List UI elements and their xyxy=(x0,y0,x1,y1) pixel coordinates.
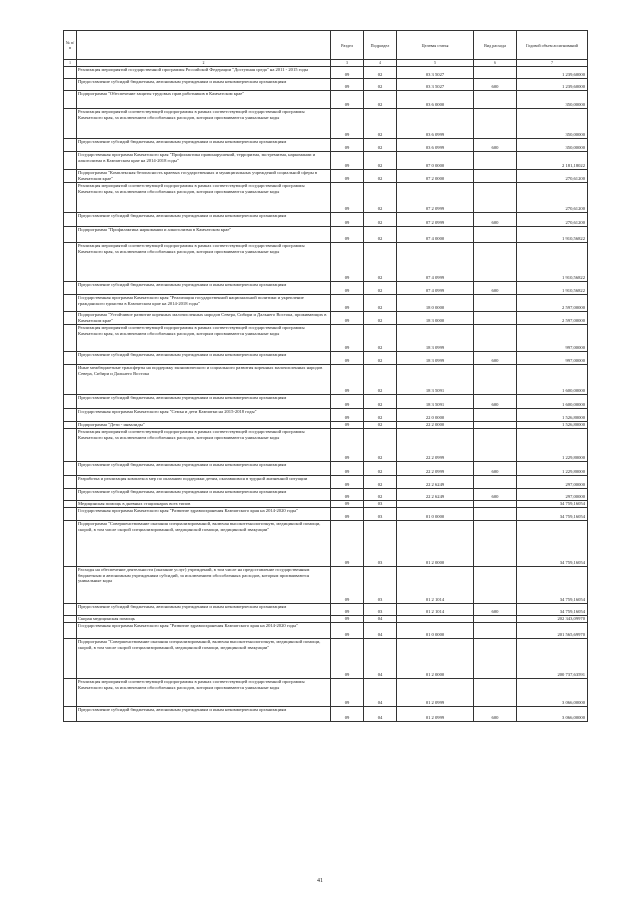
row-article-cell: 01 0 0000 xyxy=(397,508,474,521)
row-amount-cell: 350,00000 xyxy=(517,139,588,152)
row-article-cell: 22 0 0000 xyxy=(397,409,474,422)
row-amount-cell: 350,00000 xyxy=(517,109,588,139)
column-number: 2 xyxy=(77,60,331,67)
row-amount-cell: 1 229,80000 xyxy=(517,462,588,476)
row-article-cell: 01 2 1014 xyxy=(397,567,474,604)
row-name-cell: Предоставление субсидий бюджетным, автономным учреждениям и иным некоммерческим организациям xyxy=(77,462,331,476)
row-name-cell: Разработка и реализация комплекса мер по оказанию поддержки детям, оказавшимся в трудной жизненной ситуации xyxy=(77,476,331,489)
row-amount-cell: 270,61200 xyxy=(517,170,588,183)
table-row xyxy=(64,707,588,722)
row-number-cell xyxy=(64,91,77,109)
row-number-cell xyxy=(64,243,77,282)
row-section-cell: 09 xyxy=(331,139,364,152)
row-section-cell: 09 xyxy=(331,365,364,395)
row-article-cell: 01 2 0999 xyxy=(397,707,474,722)
table-row xyxy=(64,429,588,462)
row-section-cell: 09 xyxy=(331,623,364,639)
header-annual-amount: Годовой объем ассигнований xyxy=(517,31,588,60)
row-expense-type-cell xyxy=(474,183,517,213)
row-article-cell: 22 2 6249 xyxy=(397,476,474,489)
row-amount-cell: 34 759,16054 xyxy=(517,508,588,521)
row-amount-cell: 1 526,80000 xyxy=(517,409,588,422)
row-expense-type-cell xyxy=(474,422,517,429)
row-section-cell: 09 xyxy=(331,67,364,79)
row-name-cell: Предоставление субсидий бюджетным, автономным учреждениям и иным некоммерческим организациям xyxy=(77,604,331,616)
row-amount-cell: 1 600,00000 xyxy=(517,395,588,409)
row-section-cell: 09 xyxy=(331,476,364,489)
row-expense-type-cell: 600 xyxy=(474,395,517,409)
row-number-cell xyxy=(64,409,77,422)
row-subsection-cell: 04 xyxy=(364,616,397,623)
row-amount-cell: 270,61200 xyxy=(517,183,588,213)
row-section-cell: 09 xyxy=(331,79,364,91)
row-number-cell xyxy=(64,152,77,170)
row-section-cell: 09 xyxy=(331,604,364,616)
row-amount-cell: 1 910,56822 xyxy=(517,227,588,243)
row-number-cell xyxy=(64,67,77,79)
row-number-cell xyxy=(64,79,77,91)
table-header-row xyxy=(64,31,588,60)
row-subsection-cell: 02 xyxy=(364,295,397,312)
row-name-cell: Предоставление субсидий бюджетным, автономным учреждениям и иным некоммерческим организациям xyxy=(77,395,331,409)
row-number-cell xyxy=(64,508,77,521)
row-amount-cell: 3 066,00000 xyxy=(517,707,588,722)
row-expense-type-cell xyxy=(474,679,517,707)
row-subsection-cell: 03 xyxy=(364,567,397,604)
row-section-cell: 09 xyxy=(331,409,364,422)
row-article-cell: 22 2 0999 xyxy=(397,429,474,462)
row-number-cell xyxy=(64,476,77,489)
row-subsection-cell: 02 xyxy=(364,409,397,422)
row-article-cell: 01 2 0000 xyxy=(397,521,474,567)
row-number-cell xyxy=(64,501,77,508)
row-name-cell: Предоставление субсидий бюджетным, автономным учреждениям и иным некоммерческим организациям xyxy=(77,489,331,501)
table-row xyxy=(64,567,588,604)
row-subsection-cell: 03 xyxy=(364,508,397,521)
row-expense-type-cell xyxy=(474,501,517,508)
row-name-cell: Реализация мероприятий соответствующей подпрограммы в рамках соответствующей государственной программы Камчатского края, за исключением обособленных расходов, которым присваиваются уникальные коды xyxy=(77,243,331,282)
row-name-cell: Государственная программа Камчатского края "Реализация государственной национальной политики и укрепление гражданского единства в Камчатском крае на 2014-2018 годы" xyxy=(77,295,331,312)
row-section-cell: 09 xyxy=(331,312,364,325)
row-number-cell xyxy=(64,109,77,139)
budget-table xyxy=(63,30,588,722)
row-article-cell: 07 2 0999 xyxy=(397,183,474,213)
row-section-cell: 09 xyxy=(331,295,364,312)
row-number-cell xyxy=(64,604,77,616)
row-amount-cell: 34 759,16054 xyxy=(517,567,588,604)
table-body xyxy=(64,67,588,722)
row-article-cell: 22 2 0999 xyxy=(397,462,474,476)
row-subsection-cell: 02 xyxy=(364,139,397,152)
row-number-cell xyxy=(64,352,77,365)
row-subsection-cell: 02 xyxy=(364,67,397,79)
row-article-cell: 07 4 0000 xyxy=(397,227,474,243)
row-number-cell xyxy=(64,462,77,476)
row-expense-type-cell: 600 xyxy=(474,489,517,501)
row-number-cell xyxy=(64,623,77,639)
row-section-cell: 09 xyxy=(331,227,364,243)
row-article-cell: 01 2 1014 xyxy=(397,604,474,616)
row-expense-type-cell xyxy=(474,325,517,352)
row-subsection-cell: 03 xyxy=(364,501,397,508)
row-section-cell: 09 xyxy=(331,91,364,109)
row-article-cell: 18 3 0000 xyxy=(397,312,474,325)
row-article-cell: 22 2 0000 xyxy=(397,422,474,429)
table-row xyxy=(64,616,588,623)
row-section-cell: 09 xyxy=(331,501,364,508)
row-expense-type-cell xyxy=(474,109,517,139)
row-subsection-cell: 04 xyxy=(364,707,397,722)
table-row xyxy=(64,67,588,79)
row-name-cell: Подпрограмма "Совершенствование оказания специализированной, включая высокотехнологичную, медицинской помощи, скорой, в том числе скорой специализированной, медицинской помощи, медицинской эвакуации" xyxy=(77,639,331,679)
row-article-cell: 22 2 6249 xyxy=(397,489,474,501)
row-amount-cell: 1 910,56822 xyxy=(517,282,588,295)
row-subsection-cell: 02 xyxy=(364,476,397,489)
row-article-cell: 01 0 0000 xyxy=(397,623,474,639)
row-name-cell: Реализация мероприятий соответствующей подпрограммы в рамках соответствующей государственной программы Камчатского края, за исключением обособленных расходов, которым присваиваются уникальные коды xyxy=(77,109,331,139)
row-section-cell: 09 xyxy=(331,679,364,707)
table-row xyxy=(64,623,588,639)
column-number: 4 xyxy=(364,60,397,67)
column-number: 5 xyxy=(397,60,474,67)
row-article-cell: 01 2 0000 xyxy=(397,639,474,679)
row-section-cell: 09 xyxy=(331,429,364,462)
row-name-cell: Иные межбюджетные трансферты на поддержку экономического и социального развития коренных малочисленных народов Севера, Сибири и Дальнего Востока xyxy=(77,365,331,395)
row-subsection-cell: 02 xyxy=(364,395,397,409)
table-row xyxy=(64,109,588,139)
row-article-cell: 03 3 5027 xyxy=(397,67,474,79)
row-subsection-cell: 02 xyxy=(364,489,397,501)
row-article-cell: 18 3 0999 xyxy=(397,352,474,365)
row-amount-cell: 2 597,00000 xyxy=(517,312,588,325)
column-number: 3 xyxy=(331,60,364,67)
row-article-cell: 01 2 0999 xyxy=(397,679,474,707)
row-subsection-cell: 02 xyxy=(364,213,397,227)
row-expense-type-cell: 600 xyxy=(474,139,517,152)
table-row xyxy=(64,409,588,422)
row-amount-cell: 2 597,00000 xyxy=(517,295,588,312)
row-section-cell: 09 xyxy=(331,462,364,476)
row-expense-type-cell xyxy=(474,639,517,679)
table-row xyxy=(64,604,588,616)
header-target-article: Целевая статья xyxy=(397,31,474,60)
row-number-cell xyxy=(64,395,77,409)
row-amount-cell: 1 229,80000 xyxy=(517,429,588,462)
row-amount-cell: 297,00000 xyxy=(517,476,588,489)
row-expense-type-cell xyxy=(474,508,517,521)
table-row xyxy=(64,243,588,282)
row-expense-type-cell: 600 xyxy=(474,282,517,295)
row-amount-cell: 2 181,18022 xyxy=(517,152,588,170)
row-amount-cell: 997,00000 xyxy=(517,352,588,365)
table-row xyxy=(64,679,588,707)
header-subsection: Подраздел xyxy=(364,31,397,60)
table-row xyxy=(64,227,588,243)
row-article-cell: 03 3 5027 xyxy=(397,79,474,91)
column-number: 6 xyxy=(474,60,517,67)
row-number-cell xyxy=(64,295,77,312)
row-number-cell xyxy=(64,679,77,707)
row-subsection-cell: 02 xyxy=(364,352,397,365)
row-number-cell xyxy=(64,707,77,722)
table-row xyxy=(64,501,588,508)
row-name-cell: Реализация мероприятий соответствующей подпрограммы в рамках соответствующей государственной программы Камчатского края, за исключением обособленных расходов, которым присваиваются уникальные коды xyxy=(77,429,331,462)
row-section-cell: 09 xyxy=(331,395,364,409)
row-article-cell: 07 2 0999 xyxy=(397,213,474,227)
table-row xyxy=(64,312,588,325)
row-section-cell: 09 xyxy=(331,422,364,429)
row-subsection-cell: 02 xyxy=(364,79,397,91)
row-article-cell xyxy=(397,501,474,508)
row-name-cell: Государственная программа Камчатского края "Развитие здравоохранения Камчатского края на 2014-2020 годы" xyxy=(77,508,331,521)
row-expense-type-cell xyxy=(474,409,517,422)
row-number-cell xyxy=(64,616,77,623)
budget-table-sheet xyxy=(63,30,587,722)
row-number-cell xyxy=(64,429,77,462)
row-amount-cell: 1 910,56822 xyxy=(517,243,588,282)
row-expense-type-cell: 600 xyxy=(474,79,517,91)
row-subsection-cell: 03 xyxy=(364,604,397,616)
row-number-cell xyxy=(64,422,77,429)
row-number-cell xyxy=(64,365,77,395)
row-name-cell: Предоставление субсидий бюджетным, автономным учреждениям и иным некоммерческим организациям xyxy=(77,213,331,227)
row-number-cell xyxy=(64,183,77,213)
row-expense-type-cell: 600 xyxy=(474,352,517,365)
row-subsection-cell: 02 xyxy=(364,462,397,476)
row-amount-cell: 270,61200 xyxy=(517,213,588,227)
row-number-cell xyxy=(64,213,77,227)
row-article-cell: 03 6 0000 xyxy=(397,91,474,109)
row-name-cell: Государственная программа Камчатского края "Развитие здравоохранения Камчатского края на 2014-2020 годы" xyxy=(77,623,331,639)
row-expense-type-cell: 600 xyxy=(474,707,517,722)
column-number-row xyxy=(64,60,588,67)
row-number-cell xyxy=(64,325,77,352)
row-number-cell xyxy=(64,639,77,679)
table-row xyxy=(64,295,588,312)
row-amount-cell: 350,00000 xyxy=(517,91,588,109)
row-article-cell xyxy=(397,616,474,623)
header-expense-type: Вид расхода xyxy=(474,31,517,60)
row-name-cell: Реализация мероприятий соответствующей подпрограммы в рамках соответствующей государственной программы Камчатского края, за исключением обособленных расходов, которым присваиваются уникальные коды xyxy=(77,325,331,352)
row-subsection-cell: 04 xyxy=(364,639,397,679)
row-name-cell: Государственная программа Камчатского края "Семья и дети Камчатки на 2015-2018 годы" xyxy=(77,409,331,422)
row-number-cell xyxy=(64,227,77,243)
row-subsection-cell: 02 xyxy=(364,312,397,325)
row-article-cell: 18 0 0000 xyxy=(397,295,474,312)
row-subsection-cell: 04 xyxy=(364,623,397,639)
row-amount-cell: 34 759,16054 xyxy=(517,501,588,508)
row-number-cell xyxy=(64,567,77,604)
row-section-cell: 09 xyxy=(331,282,364,295)
row-expense-type-cell xyxy=(474,227,517,243)
row-subsection-cell: 04 xyxy=(364,679,397,707)
row-subsection-cell: 02 xyxy=(364,325,397,352)
table-row xyxy=(64,183,588,213)
row-amount-cell: 997,00000 xyxy=(517,325,588,352)
row-subsection-cell: 03 xyxy=(364,521,397,567)
table-row xyxy=(64,213,588,227)
row-name-cell: Предоставление субсидий бюджетным, автономным учреждениям и иным некоммерческим организациям xyxy=(77,707,331,722)
row-expense-type-cell xyxy=(474,476,517,489)
row-section-cell: 09 xyxy=(331,109,364,139)
row-number-cell xyxy=(64,170,77,183)
row-name-cell: Скорая медицинская помощь xyxy=(77,616,331,623)
header-section: Раздел xyxy=(331,31,364,60)
row-article-cell: 18 3 5091 xyxy=(397,395,474,409)
row-section-cell: 09 xyxy=(331,352,364,365)
row-name-cell: Предоставление субсидий бюджетным, автономным учреждениям и иным некоммерческим организациям xyxy=(77,282,331,295)
row-expense-type-cell xyxy=(474,295,517,312)
column-number: 1 xyxy=(64,60,77,67)
row-section-cell: 09 xyxy=(331,325,364,352)
row-expense-type-cell xyxy=(474,312,517,325)
row-name-cell: Государственная программа Камчатского края "Профилактика правонарушений, терроризма, экстремизма, наркомании и алкоголизма в Камчатском крае на 2014-2018 годы" xyxy=(77,152,331,170)
table-row xyxy=(64,508,588,521)
row-expense-type-cell xyxy=(474,365,517,395)
row-section-cell: 09 xyxy=(331,508,364,521)
row-name-cell: Предоставление субсидий бюджетным, автономным учреждениям и иным некоммерческим организациям xyxy=(77,139,331,152)
header-num: № п/п xyxy=(64,31,77,60)
column-number: 7 xyxy=(517,60,588,67)
row-amount-cell: 1 600,00000 xyxy=(517,365,588,395)
row-amount-cell: 34 759,16054 xyxy=(517,604,588,616)
table-row xyxy=(64,79,588,91)
row-subsection-cell: 02 xyxy=(364,152,397,170)
row-name-cell: Реализация мероприятий соответствующей подпрограммы в рамках соответствующей государственной программы Камчатского края, за исключением обособленных расходов, которым присваиваются уникальные коды xyxy=(77,679,331,707)
row-amount-cell: 1 526,80000 xyxy=(517,422,588,429)
row-subsection-cell: 02 xyxy=(364,183,397,213)
row-section-cell: 09 xyxy=(331,170,364,183)
row-expense-type-cell xyxy=(474,623,517,639)
table-row xyxy=(64,325,588,352)
row-number-cell xyxy=(64,282,77,295)
table-row xyxy=(64,91,588,109)
row-article-cell: 07 4 0999 xyxy=(397,243,474,282)
row-expense-type-cell: 600 xyxy=(474,213,517,227)
row-expense-type-cell xyxy=(474,616,517,623)
row-number-cell xyxy=(64,489,77,501)
table-row xyxy=(64,395,588,409)
row-expense-type-cell: 600 xyxy=(474,604,517,616)
row-name-cell: Предоставление субсидий бюджетным, автономным учреждениям и иным некоммерческим организациям xyxy=(77,352,331,365)
row-amount-cell: 34 759,16054 xyxy=(517,521,588,567)
row-article-cell: 03 6 0999 xyxy=(397,109,474,139)
row-subsection-cell: 02 xyxy=(364,91,397,109)
row-number-cell xyxy=(64,139,77,152)
row-section-cell: 09 xyxy=(331,521,364,567)
row-section-cell: 09 xyxy=(331,243,364,282)
table-row xyxy=(64,521,588,567)
row-subsection-cell: 02 xyxy=(364,282,397,295)
row-section-cell: 09 xyxy=(331,639,364,679)
row-section-cell: 09 xyxy=(331,183,364,213)
table-row xyxy=(64,489,588,501)
row-amount-cell: 1 239,60000 xyxy=(517,67,588,79)
table-row xyxy=(64,139,588,152)
row-subsection-cell: 02 xyxy=(364,365,397,395)
row-name-cell: Расходы на обеспечение деятельности (оказание услуг) учреждений, в том числе на предоставление государственным бюджетным и автономным учреждениям субсидий, за исключением обособленных расходов, которым присваиваются уникальные коды xyxy=(77,567,331,604)
row-name-cell: Подпрограмма "Комплексная безопасность краевых государственных и муниципальных учреждений социальной сферы в Камчатском крае" xyxy=(77,170,331,183)
table-row xyxy=(64,365,588,395)
row-expense-type-cell xyxy=(474,243,517,282)
row-name-cell: Медицинская помощь в дневных стационарах всех типов xyxy=(77,501,331,508)
row-article-cell: 07 4 0999 xyxy=(397,282,474,295)
row-name-cell: Подпрограмма "Совершенствование оказания специализированной, включая высокотехнологичную, медицинской помощи, скорой, в том числе скорой специализированной, медицинской помощи, медицинской эвакуации" xyxy=(77,521,331,567)
table-row xyxy=(64,422,588,429)
row-expense-type-cell: 600 xyxy=(474,462,517,476)
row-expense-type-cell xyxy=(474,67,517,79)
row-expense-type-cell xyxy=(474,170,517,183)
row-expense-type-cell xyxy=(474,91,517,109)
row-article-cell: 18 3 0999 xyxy=(397,325,474,352)
row-article-cell: 07 0 0000 xyxy=(397,152,474,170)
row-expense-type-cell xyxy=(474,567,517,604)
row-subsection-cell: 02 xyxy=(364,243,397,282)
row-subsection-cell: 02 xyxy=(364,422,397,429)
row-name-cell: Подпрограмма "Устойчивое развитие коренных малочисленных народов Севера, Сибири и Дальнего Востока, проживающих в Камчатском крае" xyxy=(77,312,331,325)
row-article-cell: 03 6 0999 xyxy=(397,139,474,152)
table-row xyxy=(64,152,588,170)
table-row xyxy=(64,170,588,183)
table-row xyxy=(64,476,588,489)
row-subsection-cell: 02 xyxy=(364,170,397,183)
row-section-cell: 09 xyxy=(331,567,364,604)
row-expense-type-cell xyxy=(474,429,517,462)
row-subsection-cell: 02 xyxy=(364,429,397,462)
row-name-cell: Подпрограмма "Дети - инвалиды" xyxy=(77,422,331,429)
row-name-cell: Подпрограмма "Профилактика наркомании и алкоголизма в Камчатском крае" xyxy=(77,227,331,243)
row-section-cell: 09 xyxy=(331,489,364,501)
row-name-cell: Предоставление субсидий бюджетным, автономным учреждениям и иным некоммерческим организациям xyxy=(77,79,331,91)
row-amount-cell: 202 343,09970 xyxy=(517,616,588,623)
row-subsection-cell: 02 xyxy=(364,109,397,139)
row-section-cell: 09 xyxy=(331,152,364,170)
row-amount-cell: 3 066,00000 xyxy=(517,679,588,707)
row-article-cell: 07 2 0000 xyxy=(397,170,474,183)
table-row xyxy=(64,639,588,679)
row-section-cell: 09 xyxy=(331,616,364,623)
header-name xyxy=(77,31,331,60)
table-row xyxy=(64,352,588,365)
table-row xyxy=(64,462,588,476)
row-article-cell: 18 3 5091 xyxy=(397,365,474,395)
row-amount-cell: 1 239,60000 xyxy=(517,79,588,91)
row-name-cell: Реализация мероприятий государственной программы Российской Федерации "Доступная среда" на 2011 - 2015 годы xyxy=(77,67,331,79)
row-amount-cell: 200 737,63591 xyxy=(517,639,588,679)
row-expense-type-cell xyxy=(474,152,517,170)
row-number-cell xyxy=(64,312,77,325)
row-subsection-cell: 02 xyxy=(364,227,397,243)
row-amount-cell: 297,00000 xyxy=(517,489,588,501)
row-expense-type-cell xyxy=(474,521,517,567)
row-number-cell xyxy=(64,521,77,567)
row-name-cell: Реализация мероприятий соответствующей подпрограммы в рамках соответствующей государственной программы Камчатского края, за исключением обособленных расходов, которым присваиваются уникальные коды xyxy=(77,183,331,213)
row-amount-cell: 201 565,69970 xyxy=(517,623,588,639)
table-row xyxy=(64,282,588,295)
row-section-cell: 09 xyxy=(331,707,364,722)
page-number: 41 xyxy=(317,878,323,884)
row-section-cell: 09 xyxy=(331,213,364,227)
row-name-cell: Подпрограмма "Обеспечение защиты трудовых прав работников в Камчатском крае" xyxy=(77,91,331,109)
